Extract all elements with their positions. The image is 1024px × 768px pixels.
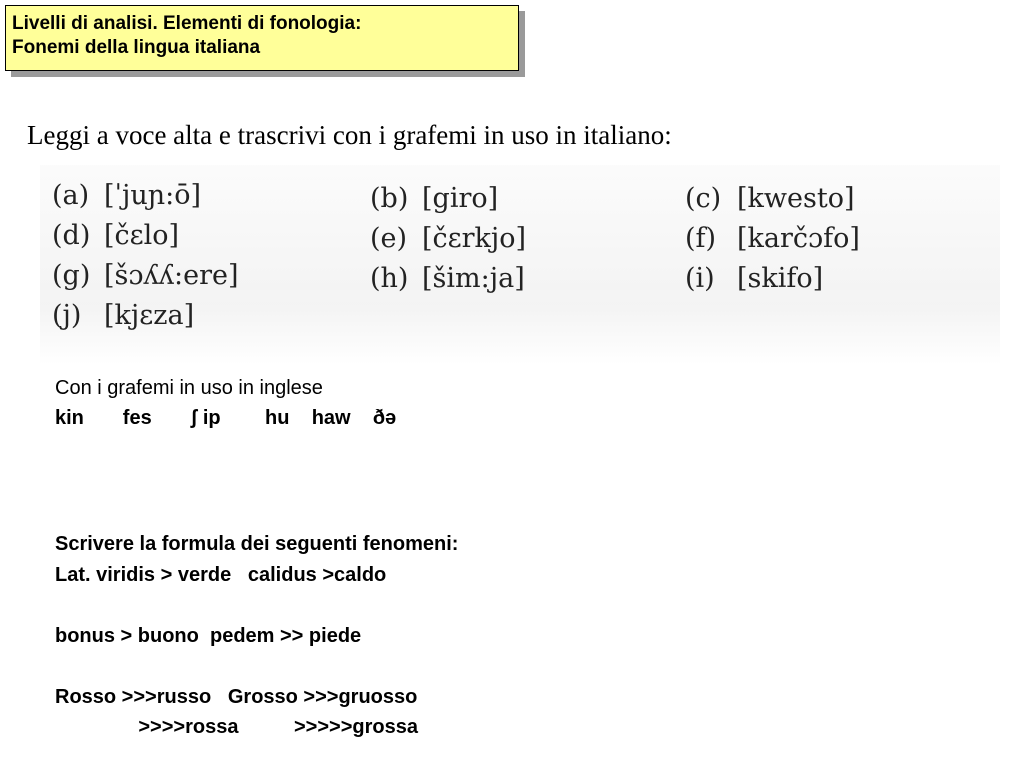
formula-heading: Scrivere la formula dei seguenti fenomeni: <box>55 533 459 555</box>
slide-title-line-1: Livelli di analisi. Elementi di fonologia: <box>12 13 362 34</box>
item-label: (f) <box>685 223 717 254</box>
item-d <box>52 220 179 251</box>
item-transcription: [čɛlo] <box>104 220 180 251</box>
item-h <box>370 263 525 294</box>
item-transcription: [giro] <box>422 183 499 214</box>
item-transcription: [karčɔfo] <box>737 223 860 254</box>
slide-title-line-2: Fonemi della lingua italiana <box>12 37 261 58</box>
item-e <box>370 223 526 254</box>
item-transcription: [šɔʎʎ:ere] <box>104 260 239 291</box>
item-label: (e) <box>370 223 408 254</box>
item-label: (b) <box>370 183 409 214</box>
item-transcription: [skifo] <box>737 263 824 294</box>
item-label: (d) <box>52 220 91 251</box>
slide-title-box <box>5 5 519 71</box>
item-label: (h) <box>370 263 409 294</box>
item-label: (c) <box>685 183 722 214</box>
item-f <box>685 223 860 254</box>
item-c <box>685 183 854 214</box>
item-g <box>52 260 239 291</box>
english-graphemes-words: kin fes ʃ ip hu haw ðə <box>55 407 397 429</box>
item-a <box>52 180 201 211</box>
item-transcription: [čɛrkjo] <box>422 223 527 254</box>
scanned-transcription-exercise <box>40 165 1000 365</box>
formula-line-rosso: Rosso >>>russo Grosso >>>gruosso <box>55 686 418 708</box>
item-b <box>370 183 498 214</box>
item-transcription: [šim:ja] <box>422 263 525 294</box>
item-i <box>685 263 823 294</box>
formula-line-bonus: bonus > buono pedem >> piede <box>55 625 362 647</box>
item-transcription: [ˈjuɲ:ō] <box>104 180 201 211</box>
formula-line-viridis: Lat. viridis > verde calidus >caldo <box>55 564 387 586</box>
item-j <box>52 300 194 331</box>
instruction-text: Leggi a voce alta e trascrivi con i grafemi in uso in italiano: <box>27 120 672 150</box>
english-graphemes-heading: Con i grafemi in uso in inglese <box>55 377 323 399</box>
item-label: (a) <box>52 180 90 211</box>
formula-line-rossa: >>>>rossa >>>>>grossa <box>55 716 418 738</box>
item-label: (j) <box>52 300 82 331</box>
item-label: (i) <box>685 263 715 294</box>
item-transcription: [kwesto] <box>737 183 855 214</box>
item-transcription: [kjɛza] <box>104 300 195 331</box>
item-label: (g) <box>52 260 91 291</box>
